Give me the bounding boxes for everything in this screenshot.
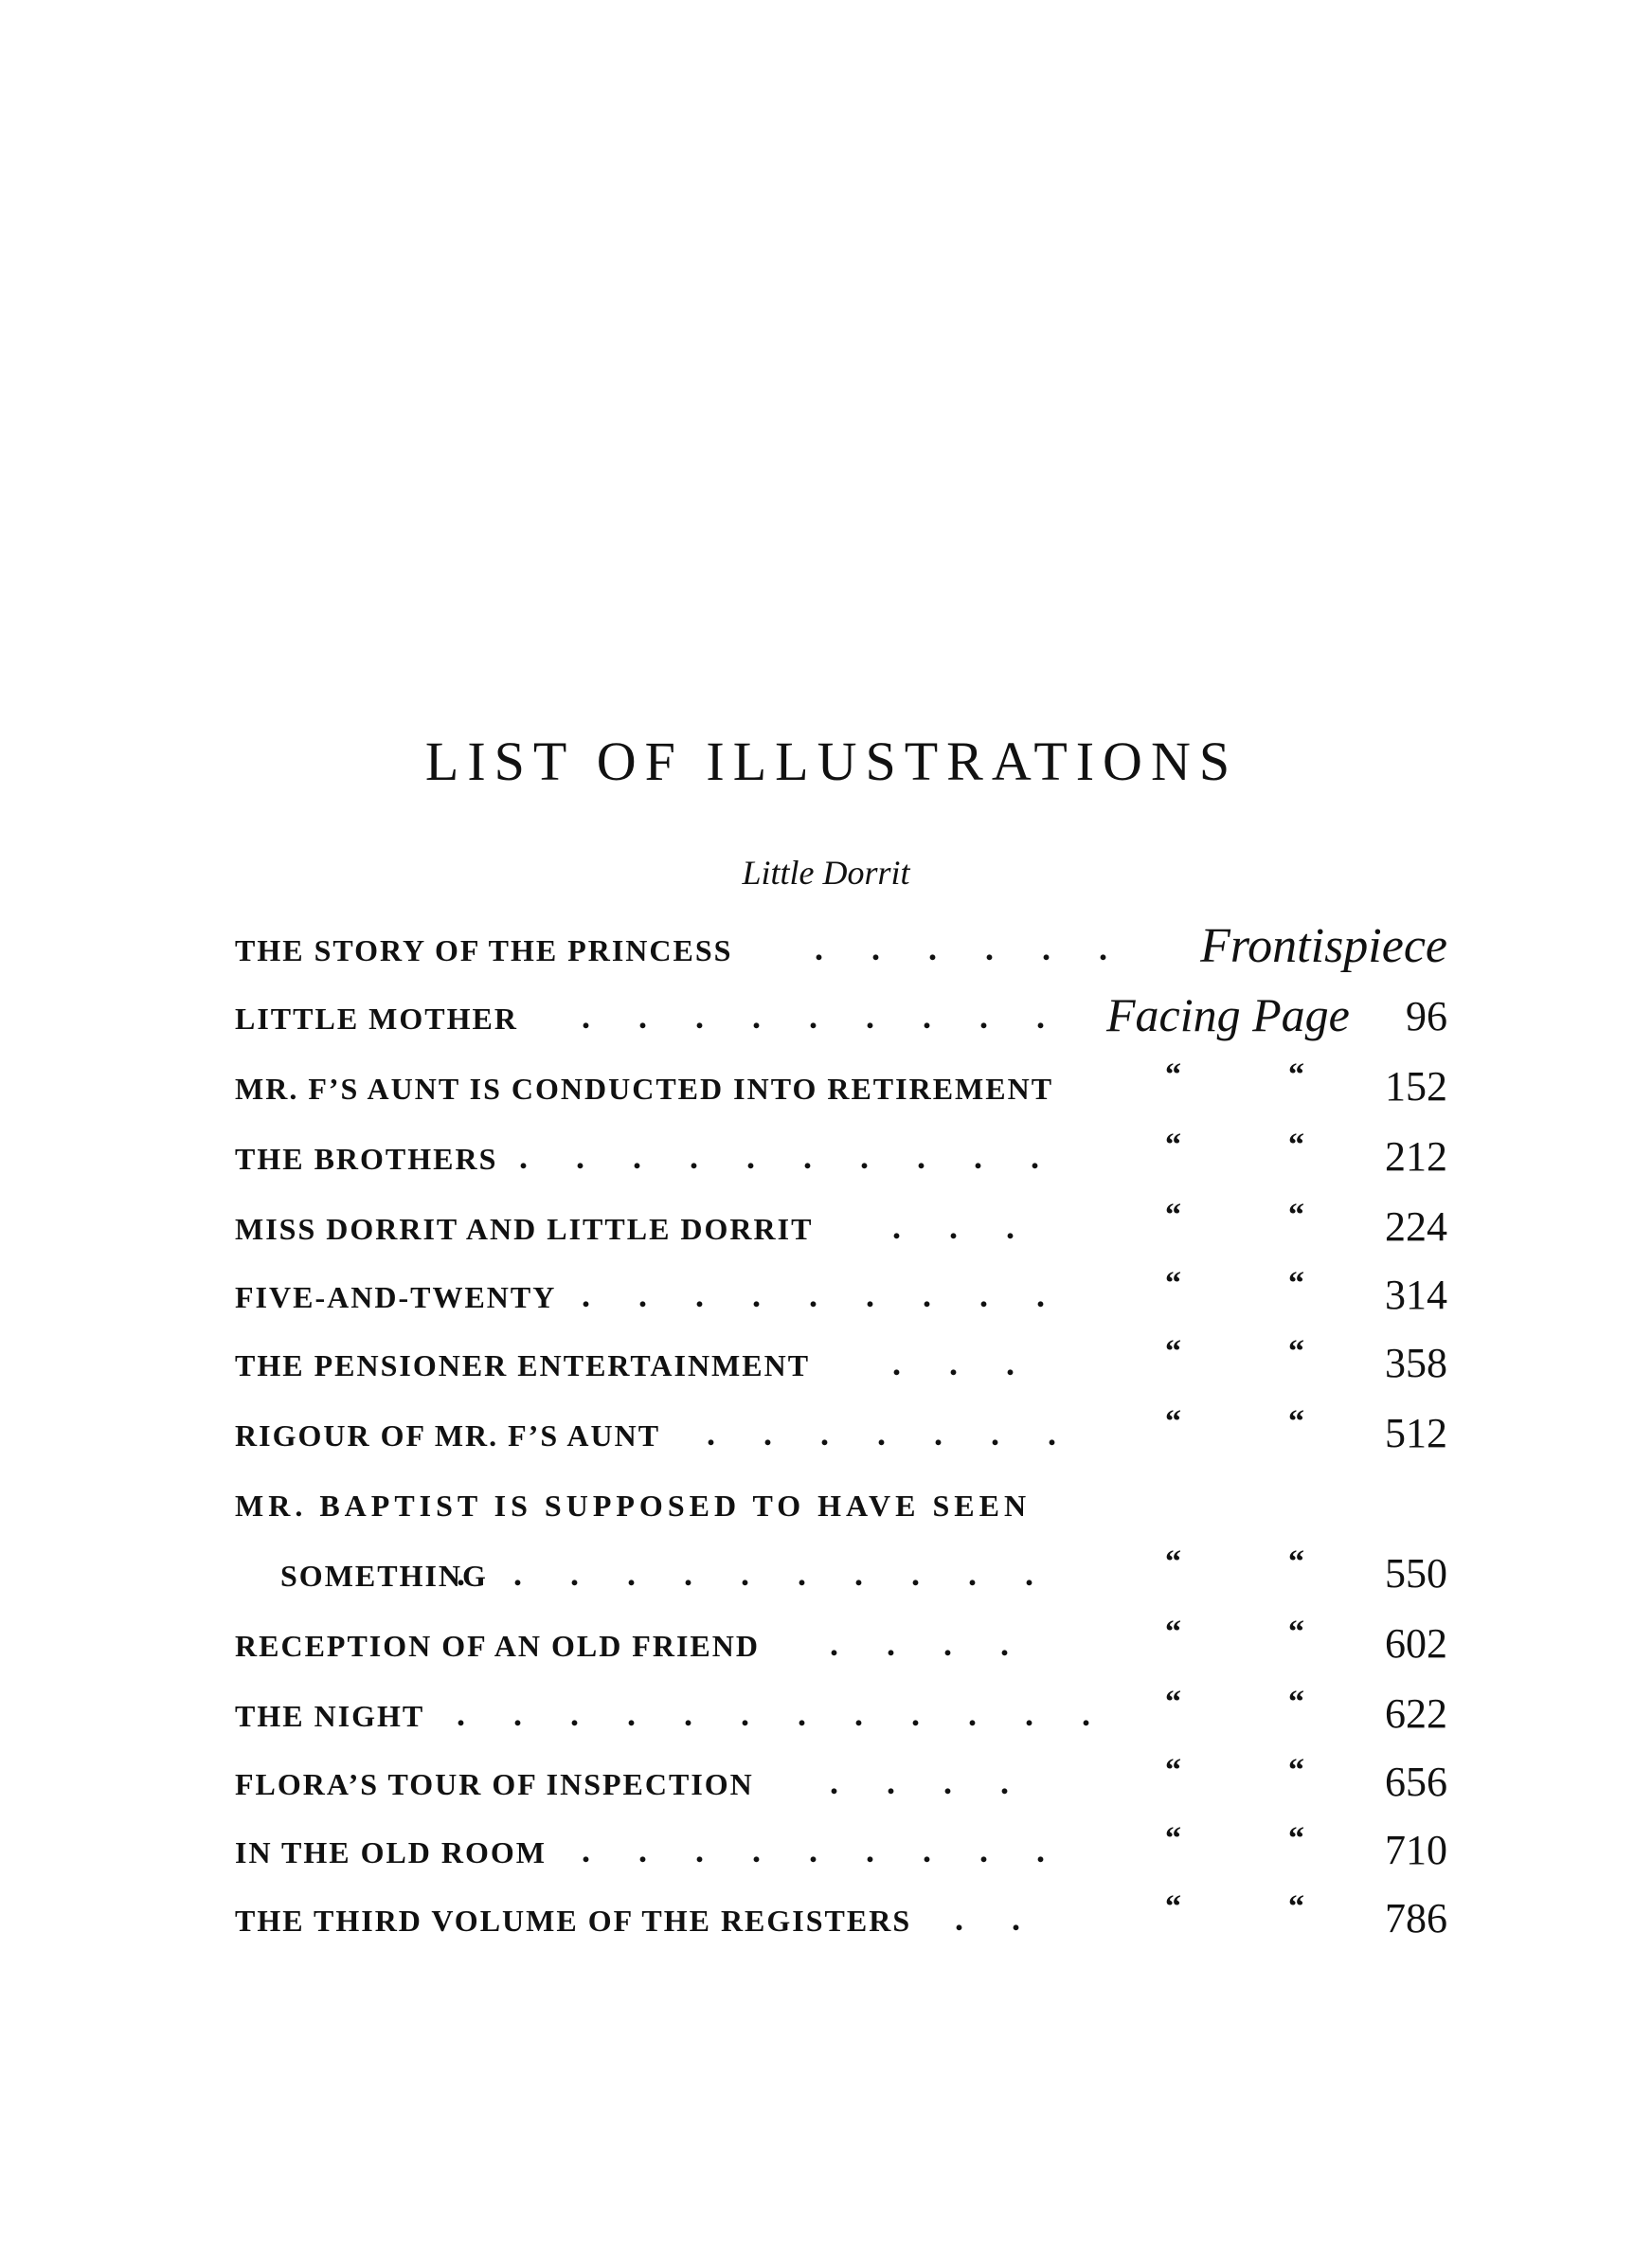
illustration-title: IN THE OLD ROOM: [235, 1835, 547, 1869]
list-item: [235, 1889, 1447, 1946]
leader-dots: . . . . . .: [815, 930, 1127, 967]
leader-dots: . . . . . . . . .: [582, 998, 1065, 1036]
list-item: [235, 1404, 1447, 1461]
ditto-mark: “: [1288, 1753, 1304, 1788]
leader-dots: . . . .: [830, 1625, 1029, 1663]
list-item: [235, 1544, 1447, 1601]
page-number: 602: [1385, 1620, 1447, 1667]
illustration-title: RIGOUR OF MR. F’S AUNT: [235, 1418, 661, 1453]
frontispiece-label: Frontispiece: [1200, 919, 1447, 973]
list-item: [235, 1266, 1447, 1323]
ditto-mark: “: [1165, 1198, 1181, 1233]
leader-dots: . . . . . . . . .: [582, 1276, 1065, 1314]
list-item: [235, 919, 1447, 976]
list-item: [235, 1685, 1447, 1742]
ditto-mark: “: [1288, 1334, 1304, 1369]
list-item: [235, 1128, 1447, 1184]
illustration-title: LITTLE MOTHER: [235, 1002, 518, 1036]
illustration-title: THE NIGHT: [235, 1699, 425, 1733]
illustration-title: MISS DORRIT AND LITTLE DORRIT: [235, 1212, 814, 1246]
page-number: 656: [1385, 1759, 1447, 1805]
ditto-mark: “: [1165, 1266, 1181, 1301]
page-number: 710: [1385, 1827, 1447, 1873]
illustration-title: THE PENSIONER ENTERTAINMENT: [235, 1348, 811, 1382]
leader-dots: . . . . . . . . .: [582, 1832, 1065, 1869]
ditto-mark: “: [1288, 1404, 1304, 1439]
leader-dots: . . . .: [830, 1763, 1029, 1801]
ditto-mark: “: [1288, 1266, 1304, 1301]
illustration-title: MR. BAPTIST IS SUPPOSED TO HAVE SEEN: [235, 1489, 1032, 1523]
illustration-title: RECEPTION OF AN OLD FRIEND: [235, 1629, 760, 1663]
ditto-mark: “: [1165, 1128, 1181, 1163]
ditto-mark: “: [1165, 1889, 1181, 1924]
ditto-mark: “: [1288, 1685, 1304, 1720]
ditto-mark: “: [1165, 1057, 1181, 1092]
leader-dots: . . . . . . . . . .: [519, 1138, 1059, 1176]
ditto-mark: “: [1288, 1128, 1304, 1163]
leader-dots: . . . . . . . . . . . .: [457, 1695, 1110, 1733]
ditto-mark: “: [1165, 1544, 1181, 1580]
page-number: 224: [1385, 1203, 1447, 1250]
leader-dots: . .: [955, 1900, 1040, 1938]
list-item: [235, 987, 1447, 1044]
list-item: [235, 1821, 1447, 1878]
ditto-mark: “: [1165, 1404, 1181, 1439]
page-number: 622: [1385, 1690, 1447, 1737]
page-number: 786: [1385, 1895, 1447, 1941]
list-item: [235, 1057, 1447, 1114]
list-item: [235, 1334, 1447, 1391]
page-title: LIST OF ILLUSTRATIONS: [424, 731, 1239, 792]
leader-dots: . . .: [892, 1208, 1034, 1246]
illustration-title: THE STORY OF THE PRINCESS: [235, 933, 733, 967]
book-subtitle: Little Dorrit: [742, 854, 910, 892]
illustration-title: THE BROTHERS: [235, 1142, 498, 1176]
ditto-mark: “: [1165, 1685, 1181, 1720]
leader-dots: . . . . . . .: [707, 1415, 1076, 1453]
list-item: [235, 1198, 1447, 1255]
page-number: 314: [1385, 1272, 1447, 1318]
list-item: [235, 1474, 1447, 1531]
page-number: 358: [1385, 1340, 1447, 1386]
ditto-mark: “: [1288, 1544, 1304, 1580]
page-number: 512: [1385, 1410, 1447, 1456]
ditto-mark: “: [1288, 1615, 1304, 1650]
ditto-mark: “: [1165, 1334, 1181, 1369]
illustration-title: FLORA’S TOUR OF INSPECTION: [235, 1767, 754, 1801]
ditto-mark: “: [1288, 1821, 1304, 1856]
ditto-mark: “: [1288, 1198, 1304, 1233]
ditto-mark: “: [1165, 1753, 1181, 1788]
page-number: 96: [1406, 993, 1447, 1039]
page-number: 212: [1385, 1133, 1447, 1180]
ditto-mark: “: [1165, 1615, 1181, 1650]
illustration-title: MR. F’S AUNT IS CONDUCTED INTO RETIREMENT: [235, 1072, 1054, 1106]
ditto-mark: “: [1288, 1057, 1304, 1092]
page-number: 152: [1385, 1063, 1447, 1110]
list-item: [235, 1753, 1447, 1810]
page-number: 550: [1385, 1550, 1447, 1597]
ditto-mark: “: [1288, 1889, 1304, 1924]
ditto-mark: “: [1165, 1821, 1181, 1856]
illustration-title: FIVE-AND-TWENTY: [235, 1280, 557, 1314]
illustration-title: SOMETHING: [280, 1559, 488, 1593]
leader-dots: . . . . . . . . . . .: [457, 1555, 1053, 1593]
list-item: [235, 1615, 1447, 1671]
leader-dots: . . .: [892, 1345, 1034, 1382]
facing-page-label: Facing Page: [1106, 988, 1350, 1041]
illustration-title: THE THIRD VOLUME OF THE REGISTERS: [235, 1904, 912, 1938]
